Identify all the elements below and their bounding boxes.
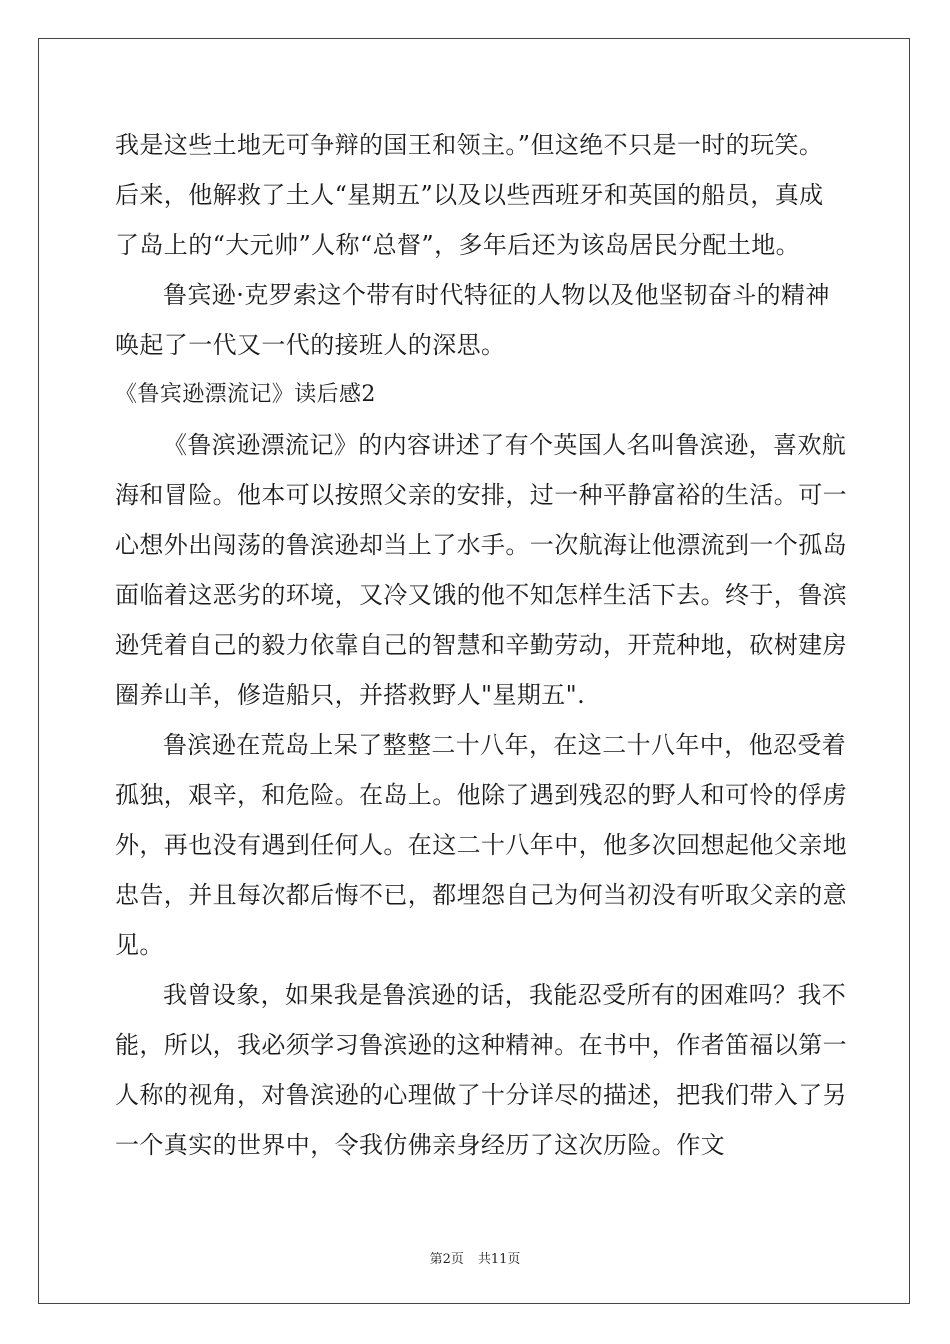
text-line: 我是这些土地无可争辩的国王和领主。”但这绝不只是一时的玩笑。 xyxy=(115,131,824,159)
paragraph-start-line: 鲁宾逊·克罗索这个带有时代特征的人物以及他坚韧奋斗的精神 xyxy=(163,281,830,309)
text-line: 了岛上的“大元帅”人称“总督”，多年后还为该岛居民分配土地。 xyxy=(115,231,801,259)
total-pages: 共11页 xyxy=(477,1252,521,1267)
text-line: 心想外出闯荡的鲁滨逊却当上了水手。一次航海让他漂流到一个孤岛 xyxy=(115,531,847,559)
text-line: 后来，他解救了土人“星期五”以及以些西班牙和英国的船员，真成 xyxy=(115,181,824,209)
text-line: 能，所以，我必须学习鲁滨逊的这种精神。在书中，作者笛福以第一 xyxy=(115,1031,847,1059)
page-footer xyxy=(0,1248,950,1267)
text-line: 唤起了一代又一代的接班人的深思。 xyxy=(115,331,506,359)
text-line: 一个真实的世界中，令我仿佛亲身经历了这次历险。作文 xyxy=(115,1131,725,1159)
document-body xyxy=(115,124,847,1174)
text-line: 面临着这恶劣的环境，又冷又饿的他不知怎样生活下去。终于，鲁滨 xyxy=(115,581,847,609)
text-line: 见。 xyxy=(115,931,164,959)
text-line: 圈养山羊，修造船只，并搭救野人"星期五". xyxy=(115,681,586,709)
text-line: 外，再也没有遇到任何人。在这二十八年中，他多次回想起他父亲地 xyxy=(115,831,847,859)
paragraph-start-line: 鲁滨逊在荒岛上呆了整整二十八年，在这二十八年中，他忍受着 xyxy=(163,731,847,759)
text-line: 逊凭着自己的毅力依靠自己的智慧和辛勤劳动，开荒种地，砍树建房 xyxy=(115,631,847,659)
text-line: 人称的视角，对鲁滨逊的心理做了十分详尽的描述，把我们带入了另 xyxy=(115,1081,847,1109)
text-line: 海和冒险。他本可以按照父亲的安排，过一种平静富裕的生活。可一 xyxy=(115,481,847,509)
text-line: 孤独，艰辛，和危险。在岛上。他除了遇到残忍的野人和可怜的俘虏 xyxy=(115,781,847,809)
section-heading: 《鲁宾逊漂流记》读后感2 xyxy=(115,382,376,407)
text-line: 忠告，并且每次都后悔不已，都埋怨自己为何当初没有听取父亲的意 xyxy=(115,881,847,909)
page-number: 第2页 xyxy=(429,1252,464,1267)
paragraph-start-line: 我曾设象，如果我是鲁滨逊的话，我能忍受所有的困难吗？我不 xyxy=(163,981,847,1009)
paragraph-start-line: 《鲁滨逊漂流记》的内容讲述了有个英国人名叫鲁滨逊，喜欢航 xyxy=(163,431,847,459)
